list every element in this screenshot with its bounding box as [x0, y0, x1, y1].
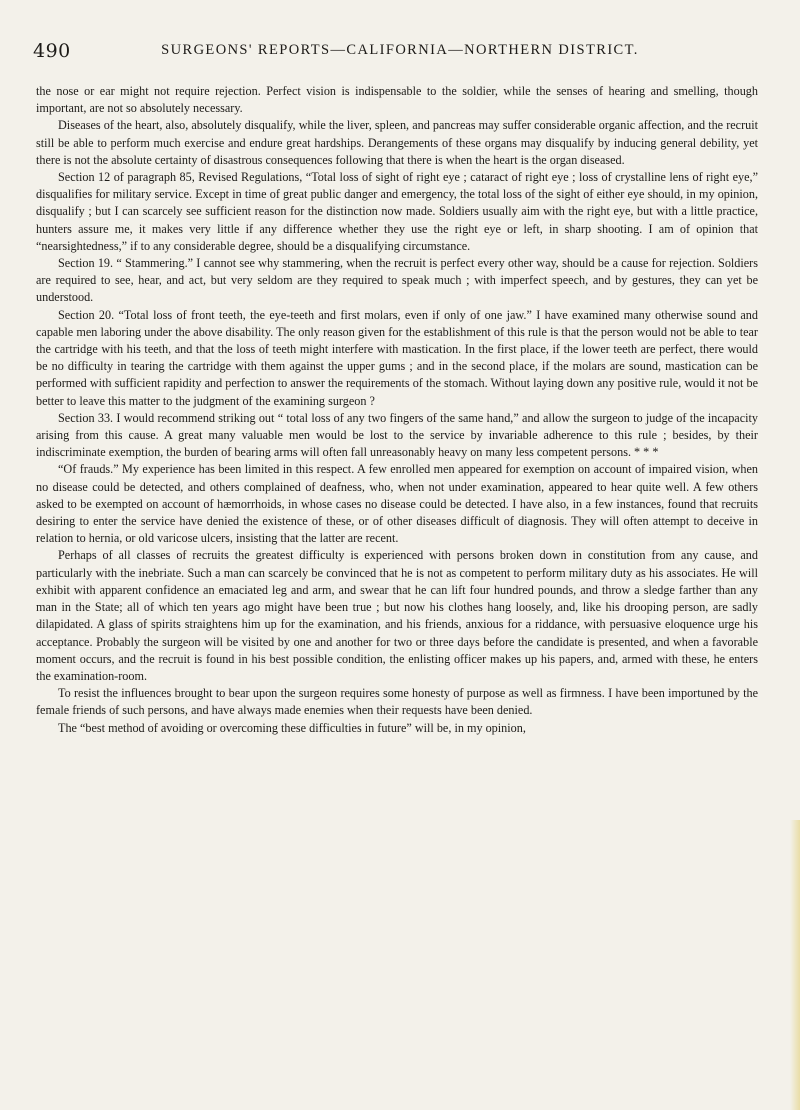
paragraph: “Of frauds.” My experience has been limited in this respect. A few enrolled men appeared for exemption on account of impaired vision, when no disease could be detected, and others complained of deafness, who, when not under examination, appeared to hear quite well. A few others asked to be exempted on account of hæmorrhoids, in whose cases no disease could be detected. I have also, in a few instances, found that recruits desiring to enter the service have denied the existence of these, or of other diseases difficult of diagnosis. They will often attempt to deceive in relation to hernia, or old varicose ulcers, insisting that the latter are recent.	[36, 462, 758, 546]
paragraph: Section 33. I would recommend striking out “ total loss of any two fingers of the same hand,” and allow the surgeon to judge of the incapacity arising from this cause. A great many valuable men would be lost to the service by invariable adherence to this rule ; besides, by their indiscriminate exemption, the burden of bearing arms will often fall unreasonably heavy on many less competent persons. * * *	[36, 410, 758, 460]
paragraph: Section 12 of paragraph 85, Revised Regulations, “Total loss of sight of right eye ; cataract of right eye ; loss of crystalline lens of right eye,” disqualifies for military service. Except in time of great public danger and emergency, the total loss of the sight of either eye should, in my opinion, disqualify ; but I can scarcely see sufficient reason for the distinction now made. Soldiers usually aim with the right eye, but with a little practice, hunters assure me, it makes very little if any difference whether they use the right eye or left, in sharp shooting. I am of opinion that “nearsightedness,” if to any considerable degree, should be a disqualifying circumstance.	[36, 170, 758, 253]
page-number: 490	[33, 40, 71, 62]
running-head: SURGEONS' REPORTS—CALIFORNIA—NORTHERN DISTRICT.	[161, 42, 639, 58]
paragraph: Section 19. “ Stammering.” I cannot see why stammering, when the recruit is perfect every other way, should be a cause for rejection. Soldiers are required to see, hear, and act, but very seldom are they required to speak much ; with imperfect speech, and by gestures, they can yet be understood.	[36, 256, 758, 305]
page-header	[33, 40, 767, 62]
paragraph: Perhaps of all classes of recruits the greatest difficulty is experienced with persons broken down in constitution from any cause, and particularly with the inebriate. Such a man can scarcely be convinced that he is not as competent to perform military duty as his associates. He will exhibit with apparent confidence an emaciated leg and arm, and swear that he can lift four hundred pounds, and throw a sledge farther than any man in the State; all of which ten years ago might have been true ; but now his clothes hang loosely, and, like his drooping person, are sadly dilapidated. A glass of spirits straightens him up for the examination, and his friends, anxious for a riddance, with persuasive eloquence urge his acceptance. Probably the surgeon will be visited by one and another for two or three days before the candidate is presented, and when a favorable moment occurs, and the recruit is found in his best possible condition, the enlisting officer makes up his papers, and, armed with these, he enters the examination-room.	[36, 548, 758, 683]
page-edge-stain	[790, 820, 800, 1110]
paragraph: Section 20. “Total loss of front teeth, the eye-teeth and first molars, even if only of one jaw.” I have examined many otherwise sound and capable men laboring under the above disability. The only reason given for the establishment of this rule is that the person would not be able to tear the cartridge with his teeth, and that the loss of teeth might interfere with mastication. In the first place, if the lower teeth are perfect, there would be no difficulty in tearing the cartridge with them against the upper gums ; and in the second place, if the molars are sound, mastication can be performed with sufficient rapidity and perfection to answer the requirements of the stomach. Without laying down any positive rule, would it not be better to leave this matter to the judgment of the examining surgeon ?	[36, 307, 758, 408]
body-text	[36, 83, 758, 737]
paragraph: To resist the influences brought to bear upon the surgeon requires some honesty of purpose as well as firmness. I have been importuned by the female friends of such persons, and have always made enemies when their requests have been denied.	[36, 686, 758, 718]
paragraph: the nose or ear might not require rejection. Perfect vision is indispensable to the soldier, while the senses of hearing and smelling, though important, are not so absolutely necessary.	[36, 84, 758, 116]
paragraph: Diseases of the heart, also, absolutely disqualify, while the liver, spleen, and pancreas may suffer considerable organic affection, and the recruit still be able to perform much exercise and endure great hardships. Derangements of these organs may disqualify by inducing general debility, yet there is not the absolute certainty of disastrous consequences following that there is when the heart is the organ diseased.	[36, 118, 758, 167]
paragraph: The “best method of avoiding or overcoming these difficulties in future” will be, in my opinion,	[58, 720, 526, 735]
